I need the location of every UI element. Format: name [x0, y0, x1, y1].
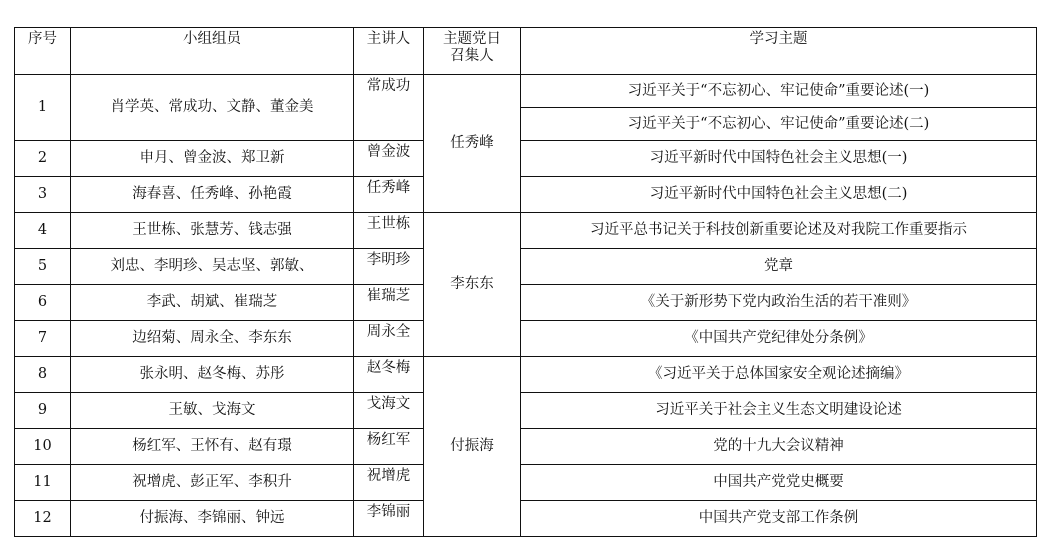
group-speaker: 任秀峰	[354, 177, 424, 213]
group-members: 李武、胡斌、崔瑞芝	[71, 285, 354, 321]
header-convener-line2: 召集人	[450, 48, 494, 64]
group-topic: 中国共产党党史概要	[521, 465, 1037, 501]
group-no: 11	[15, 465, 71, 501]
group-members: 张永明、赵冬梅、苏彤	[71, 357, 354, 393]
group-no: 5	[15, 249, 71, 285]
table-row	[15, 429, 1037, 465]
group-no: 3	[15, 177, 71, 213]
group-members: 祝增虎、彭正军、李积升	[71, 465, 354, 501]
group-no: 2	[15, 141, 71, 177]
group-members: 付振海、李锦丽、钟远	[71, 501, 354, 537]
group-members: 王敏、戈海文	[71, 393, 354, 429]
group-topic: 习近平总书记关于科技创新重要论述及对我院工作重要指示	[521, 213, 1037, 249]
group-speaker: 崔瑞芝	[354, 285, 424, 321]
group-speaker: 周永全	[354, 321, 424, 357]
group-topic: 习近平关于“不忘初心、牢记使命”重要论述(一)	[521, 75, 1037, 108]
table-row	[15, 213, 1037, 249]
group-speaker: 祝增虎	[354, 465, 424, 501]
group-topic: 习近平关于社会主义生态文明建设论述	[521, 393, 1037, 429]
group-topic: 《中国共产党纪律处分条例》	[521, 321, 1037, 357]
table-row	[15, 75, 1037, 108]
group-convener: 付振海	[424, 357, 521, 537]
group-speaker: 常成功	[354, 75, 424, 141]
header-members: 小组组员	[71, 28, 354, 75]
group-members: 刘忠、李明珍、吴志坚、郭敏、	[71, 249, 354, 285]
table-row	[15, 249, 1037, 285]
group-no: 6	[15, 285, 71, 321]
header-topic: 学习主题	[521, 28, 1037, 75]
group-no: 10	[15, 429, 71, 465]
table-row	[15, 321, 1037, 357]
header-no: 序号	[15, 28, 71, 75]
group-no: 12	[15, 501, 71, 537]
group-no: 7	[15, 321, 71, 357]
group-speaker: 赵冬梅	[354, 357, 424, 393]
group-no: 1	[15, 75, 71, 141]
header-row	[15, 28, 1037, 75]
group-topic: 党章	[521, 249, 1037, 285]
group-convener: 李东东	[424, 213, 521, 357]
header-speaker: 主讲人	[354, 28, 424, 75]
group-speaker: 李锦丽	[354, 501, 424, 537]
group-topic: 习近平新时代中国特色社会主义思想(一)	[521, 141, 1037, 177]
table-row	[15, 357, 1037, 393]
group-topic: 《习近平关于总体国家安全观论述摘编》	[521, 357, 1037, 393]
group-topic: 党的十九大会议精神	[521, 429, 1037, 465]
table-row	[15, 285, 1037, 321]
group-speaker: 曾金波	[354, 141, 424, 177]
group-members: 申月、曾金波、郑卫新	[71, 141, 354, 177]
group-members: 肖学英、常成功、文静、董金美	[71, 75, 354, 141]
header-convener	[424, 28, 521, 75]
group-topic: 《关于新形势下党内政治生活的若干准则》	[521, 285, 1037, 321]
header-convener-line1: 主题党日	[443, 31, 501, 47]
table-row	[15, 141, 1037, 177]
group-speaker: 李明珍	[354, 249, 424, 285]
group-speaker: 王世栋	[354, 213, 424, 249]
group-topic: 习近平关于“不忘初心、牢记使命”重要论述(二)	[521, 108, 1037, 141]
group-speaker: 戈海文	[354, 393, 424, 429]
group-members: 海春喜、任秀峰、孙艳霞	[71, 177, 354, 213]
group-members: 王世栋、张慧芳、钱志强	[71, 213, 354, 249]
group-convener: 任秀峰	[424, 75, 521, 213]
group-members: 边绍菊、周永全、李东东	[71, 321, 354, 357]
table-row	[15, 177, 1037, 213]
group-members: 杨红军、王怀有、赵有璟	[71, 429, 354, 465]
study-schedule-table	[14, 27, 1037, 537]
group-no: 8	[15, 357, 71, 393]
table-row	[15, 465, 1037, 501]
group-speaker: 杨红军	[354, 429, 424, 465]
group-topic: 中国共产党支部工作条例	[521, 501, 1037, 537]
table-row	[15, 393, 1037, 429]
group-topic: 习近平新时代中国特色社会主义思想(二)	[521, 177, 1037, 213]
group-no: 4	[15, 213, 71, 249]
group-no: 9	[15, 393, 71, 429]
